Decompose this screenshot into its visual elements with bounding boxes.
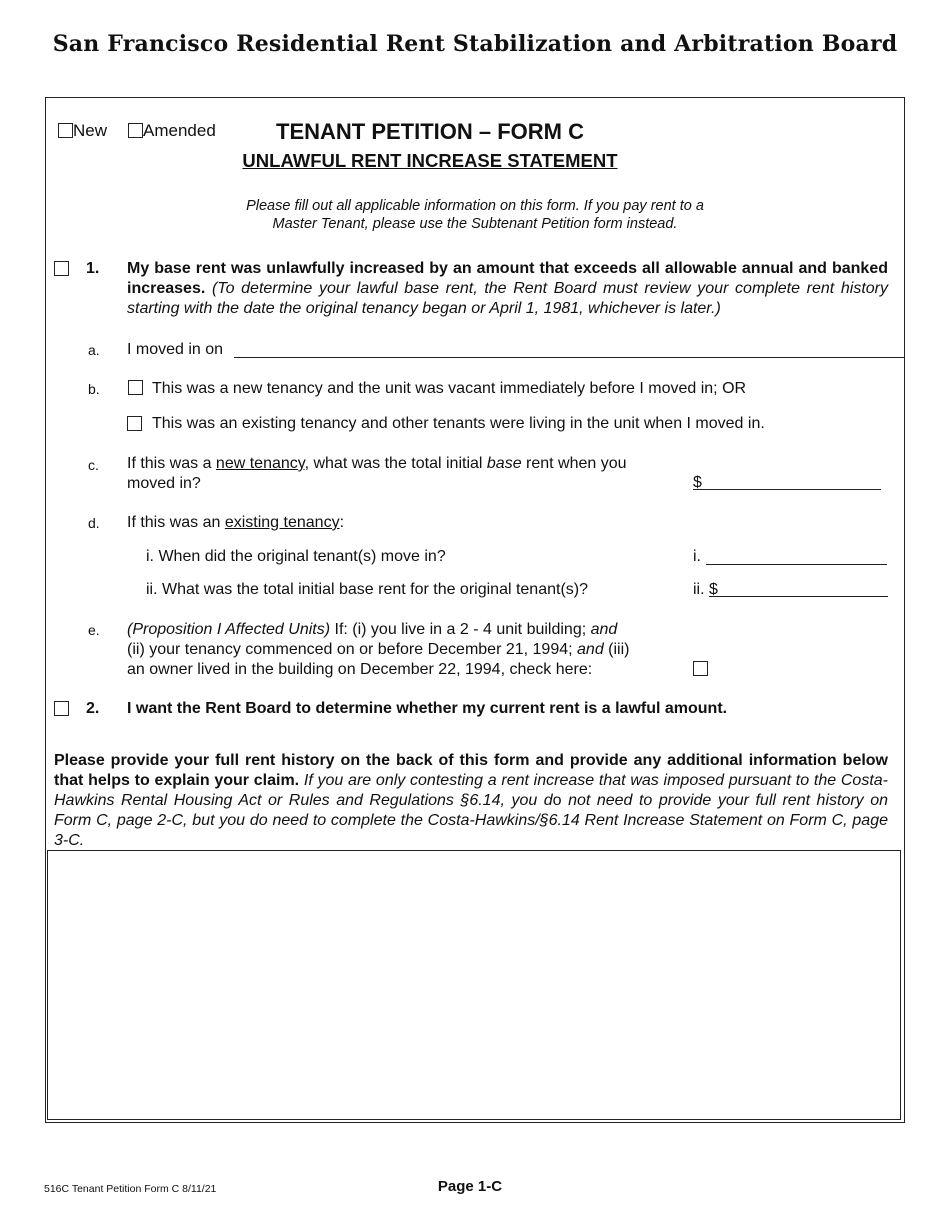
item1c-text-2: , what was the total initial: [304, 455, 487, 472]
item1-checkbox[interactable]: [54, 261, 69, 276]
item2-text: I want the Rent Board to determine whether my current rent is a lawful amount.: [127, 700, 728, 717]
prop-i-and-2: and: [577, 641, 604, 658]
history-italic-text-b: not need to provide your full rent history on Form C, page 2-C, but you do need to complete the Costa-Hawkins/§6.14 Rent Increase Statement on Form C, page 3-C.: [54, 792, 889, 849]
intro-line-2: Master Tenant, please use the Subtenant Petition form instead.: [272, 216, 678, 232]
page-number: Page 1-C: [437, 1178, 503, 1195]
original-rent-roman: ii.: [693, 581, 705, 598]
prop-i-text: [127, 620, 687, 680]
moved-in-label: I moved in on: [127, 341, 224, 358]
item2-number: 2.: [86, 700, 100, 717]
item1c-question: [127, 454, 677, 494]
item1c-text-3: rent when you: [521, 455, 627, 472]
rent-history-instructions: [54, 751, 888, 851]
existing-tenancy-label: This was an existing tenancy and other tenants were living in the unit when I moved in.: [152, 415, 765, 432]
item1e-letter: e.: [88, 622, 100, 638]
item1b-letter: b.: [88, 381, 100, 397]
item1d-text-1: If this was an: [127, 514, 225, 531]
history-italic-text-a: If you are only contesting a rent increase that was imposed pursuant to the Costa-Hawkins Rental Housing Act or Rules and Regulations §6.14, you d: [54, 772, 888, 809]
history-plain-o: o: [552, 792, 562, 809]
item2-checkbox[interactable]: [54, 701, 69, 716]
original-rent-dollar: $: [709, 581, 718, 598]
item1c-text-4: moved in?: [127, 475, 201, 492]
item1d-question: [127, 513, 344, 533]
new-tenancy-label: This was a new tenancy and the unit was vacant immediately before I moved in; OR: [152, 380, 747, 397]
history-bold-text: Please provide your full rent history on the back of this form and provide any additional information below that helps to explain your claim.: [54, 752, 888, 789]
new-label: New: [73, 121, 108, 140]
original-move-in-field[interactable]: [706, 564, 887, 565]
prop-i-checkbox[interactable]: [693, 661, 708, 676]
form-id: 516C Tenant Petition Form C 8/11/21: [44, 1183, 217, 1195]
item1-number: 1.: [86, 260, 100, 277]
initial-rent-field[interactable]: [693, 489, 881, 490]
original-rent-label: ii. What was the total initial base rent for the original tenant(s)?: [146, 581, 588, 598]
additional-information-textarea[interactable]: [47, 850, 901, 1120]
new-tenancy-checkbox[interactable]: [128, 380, 143, 395]
item1a-letter: a.: [88, 342, 100, 358]
item1d-text-2: :: [339, 514, 345, 531]
item1d-existing-tenancy: existing tenancy: [224, 514, 340, 531]
item1c-new-tenancy: new tenancy: [215, 455, 305, 472]
initial-rent-dollar: $: [693, 474, 702, 491]
item1-italic-text: (To determine your lawful base rent, the Rent Board must review your complete rent history starting with the date the original tenancy began or April 1, 1981, whichever is later.): [127, 280, 888, 317]
item1d-letter: d.: [88, 515, 100, 531]
existing-tenancy-checkbox[interactable]: [127, 416, 142, 431]
prop-i-text-2: (ii) your tenancy commenced on or before December 21, 1994;: [127, 641, 578, 658]
item1-text: [127, 259, 888, 319]
original-move-in-prefix: i.: [693, 548, 701, 565]
original-rent-field[interactable]: [709, 596, 888, 597]
new-option[interactable]: [58, 121, 107, 141]
moved-in-date-field[interactable]: [234, 357, 904, 358]
item1c-letter: c.: [88, 457, 99, 473]
intro-line-1: Please fill out all applicable information on this form. If you pay rent to a: [246, 198, 704, 214]
prop-i-text-3: (iii): [603, 641, 630, 658]
intro-text: [200, 197, 750, 233]
prop-i-heading: (Proposition I Affected Units): [127, 621, 331, 638]
prop-i-text-4: an owner lived in the building on December 22, 1994, check here:: [127, 661, 593, 678]
prop-i-text-1: If: (i) you live in a 2 - 4 unit building;: [330, 621, 591, 638]
agency-heading: San Francisco Residential Rent Stabilization and Arbitration Board: [52, 31, 898, 57]
amended-checkbox[interactable]: [128, 123, 143, 138]
form-subtitle: UNLAWFUL RENT INCREASE STATEMENT: [242, 150, 618, 171]
amended-label: Amended: [143, 121, 216, 140]
original-move-in-label: i. When did the original tenant(s) move in?: [146, 548, 446, 565]
item1c-base: base: [486, 455, 522, 472]
item1c-text-1: If this was a: [127, 455, 216, 472]
original-rent-prefix: [693, 580, 718, 600]
new-checkbox[interactable]: [58, 123, 73, 138]
item1-bold-text: My base rent was unlawfully increased by an amount that exceeds all allowable annual and banked increases.: [127, 260, 888, 297]
form-title: TENANT PETITION – FORM C: [276, 119, 584, 144]
prop-i-and-1: and: [590, 621, 618, 638]
